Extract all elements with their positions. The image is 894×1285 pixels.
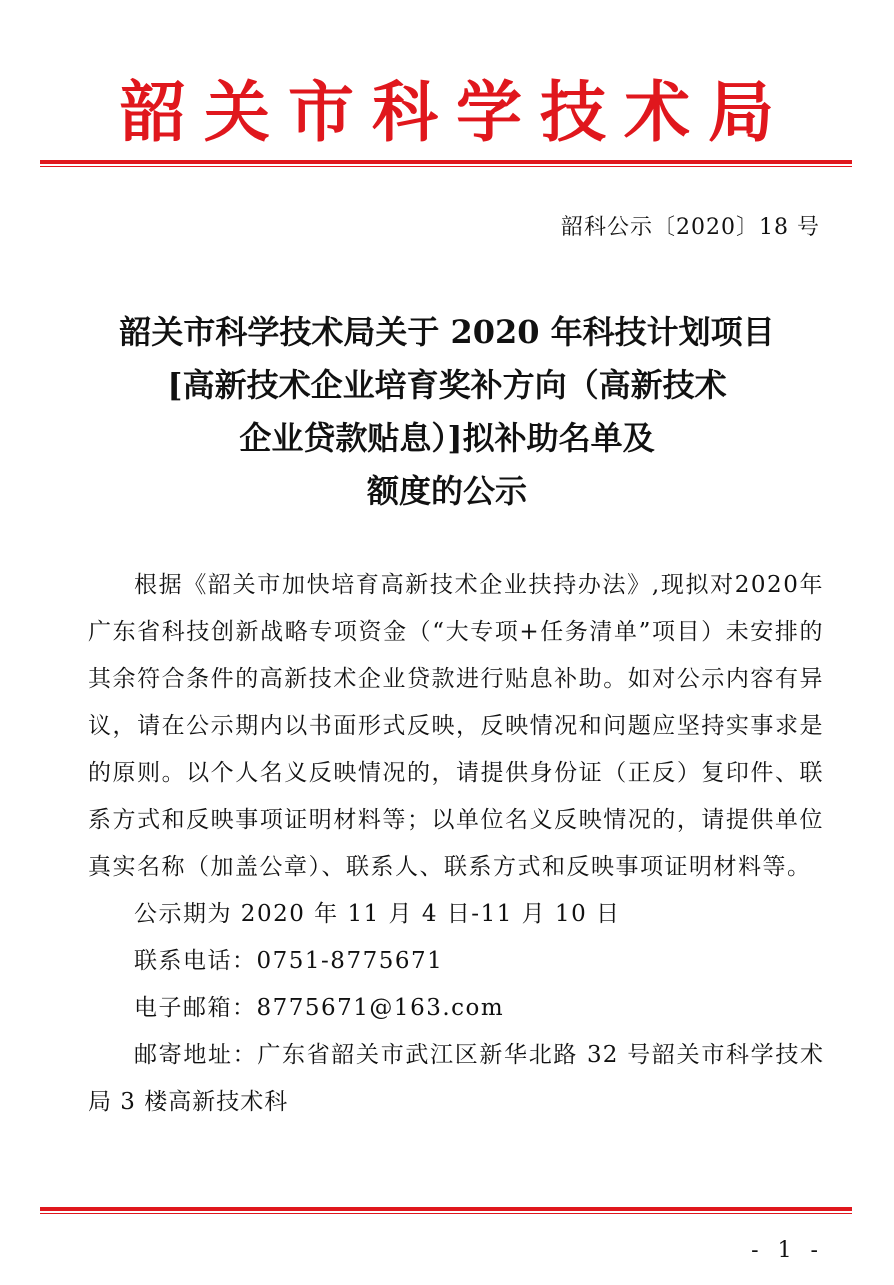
title-line: 企业贷款贴息）]拟补助名单及 <box>239 419 655 457</box>
page-number: - 1 - <box>751 1238 824 1263</box>
masthead-char: 科 <box>372 73 438 151</box>
body-phone: 联系电话：0751-8775671 <box>134 948 444 974</box>
footer-divider-thin <box>40 1213 852 1214</box>
masthead-title <box>40 72 852 152</box>
masthead-char: 市 <box>288 73 354 151</box>
masthead-char: 技 <box>540 73 606 151</box>
masthead-divider-thin <box>40 166 852 167</box>
body-period: 公示期为 2020 年 11 月 4 日-11 月 10 日 <box>134 901 621 927</box>
masthead-char: 术 <box>624 73 690 151</box>
masthead-char: 韶 <box>120 73 186 151</box>
document-body <box>88 562 824 1126</box>
masthead-divider-thick <box>40 160 852 164</box>
footer-divider-thick <box>40 1207 852 1211</box>
document-title <box>60 306 834 518</box>
document-number: 韶科公示〔2020〕18 号 <box>561 215 820 240</box>
title-line: 韶关市科学技术局关于 2020 年科技计划项目 <box>119 313 775 351</box>
masthead-char: 关 <box>204 73 270 151</box>
body-paragraph-main: 根据《韶关市加快培育高新技术企业扶持办法》,现拟对2020年广东省科技创新战略专项资金（“大专项+任务清单”项目）未安排的其余符合条件的高新技术企业贷款进行贴息补助。如对公示内容有异议，请在公示期内以书面形式反映，反映情况和问题应坚持实事求是的原则。以个人名义反映情况的，请提供身份证（正反）复印件、联系方式和反映事项证明材料等；以单位名义反映情况的，请提供单位真实名称（加盖公章）、联系人、联系方式和反映事项证明材料等。 <box>88 572 824 880</box>
body-address: 邮寄地址：广东省韶关市武江区新华北路 32 号韶关市科学技术局 3 楼高新技术科 <box>88 1042 824 1115</box>
title-line: [高新技术企业培育奖补方向（高新技术 <box>167 366 727 404</box>
body-email: 电子邮箱：8775671@163.com <box>134 995 505 1021</box>
masthead-char: 学 <box>456 73 522 151</box>
masthead-char: 局 <box>708 73 774 151</box>
title-line: 额度的公示 <box>366 472 527 510</box>
